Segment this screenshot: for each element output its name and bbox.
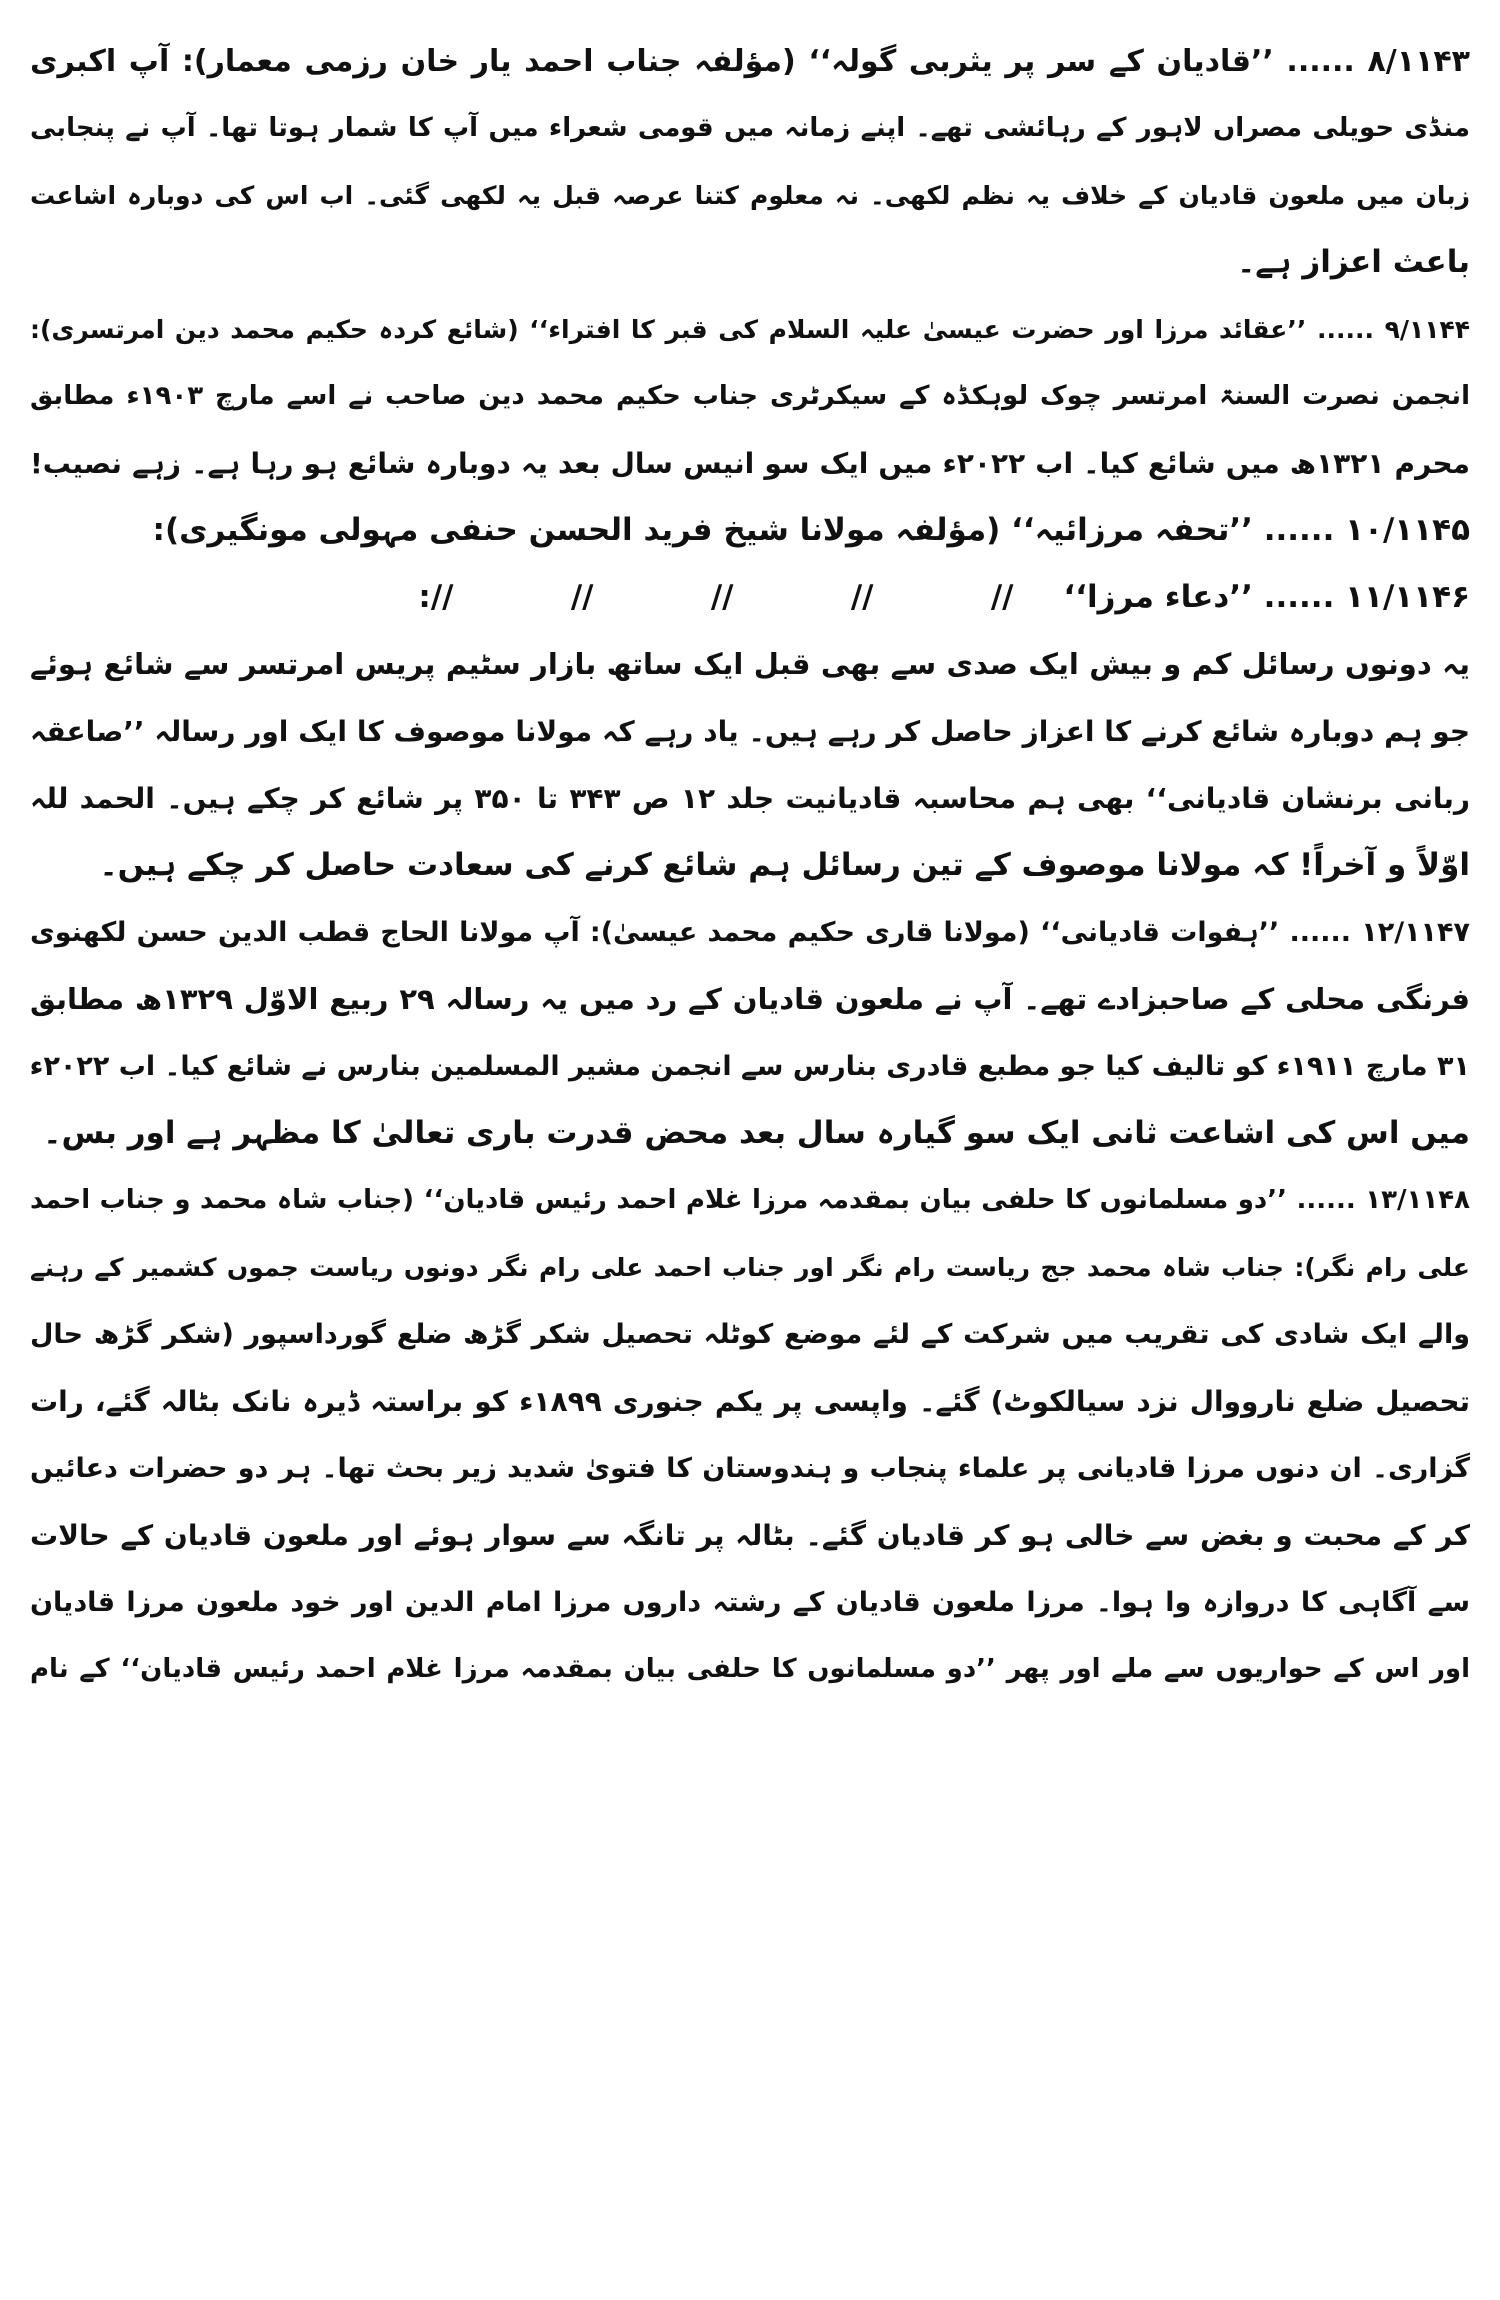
ditto-mark: //: [418, 579, 454, 615]
text-line: زبان میں ملعون قادیان کے خلاف یہ نظم لکھی۔ نہ معلوم کتنا عرصہ قبل یہ لکھی گئی۔ اب اس کی دوبارہ اشاعت [30, 181, 1470, 210]
text-line: اوّلاً و آخراً! کہ مولانا موصوف کے تین رسائل ہم شائع کرنے کی سعادت حاصل کر چکے ہیں۔ [99, 847, 1470, 883]
text-line: اور اس کے حواریوں سے ملے اور پھر ’’دو مسلمانوں کا حلفی بیان بمقدمہ مرزا غلام احمد رئیس قادیان‘‘ کے نام [30, 1654, 1470, 1684]
text-line: گزاری۔ ان دنوں مرزا قادیانی پر علماء پنجاب و ہندوستان کا فتویٰ شدید زیر بحث تھا۔ ہر دو حضرات دعائیں [30, 1453, 1470, 1484]
text-line: فرنگی محلی کے صاحبزادے تھے۔ آپ نے ملعون قادیان کے رد میں یہ رسالہ ۲۹ ربیع الاوّل ۱۳۲۹ھ مطابق [30, 982, 1470, 1016]
text-line: علی رام نگر): جناب شاہ محمد جج ریاست رام نگر اور جناب احمد علی رام نگر دونوں ریاست جموں کشمیر کے رہنے [30, 1253, 1470, 1282]
entry-heading-1147: ۱۲/۱۱۴۷ ...... ’’ہفوات قادیانی‘‘ (مولانا قاری حکیم محمد عیسیٰ): آپ مولانا الحاج قطب الدین حسن لکھنوی [30, 917, 1470, 948]
ditto-mark: // [850, 579, 874, 615]
text-line: والے ایک شادی کی تقریب میں شرکت کے لئے موضع کوٹلہ تحصیل شکر گڑھ ضلع گورداسپور (شکر گڑھ حال [30, 1319, 1470, 1350]
text-line: انجمن نصرت السنۃ امرتسر چوک لوہکڈہ کے سیکرٹری جناب حکیم محمد دین صاحب نے اسے مارچ ۱۹۰۳ء مطابق [30, 381, 1470, 411]
entry-heading-1148: ۱۳/۱۱۴۸ ...... ’’دو مسلمانوں کا حلفی بیان بمقدمہ مرزا غلام احمد رئیس قادیان‘‘ (جناب شاہ محمد و جناب احمد [30, 1185, 1470, 1215]
text-line: ربانی برنشان قادیانی‘‘ بھی ہم محاسبہ قادیانیت جلد ۱۲ ص ۳۴۳ تا ۳۵۰ پر شائع کر چکے ہیں۔ الحمد للہ [30, 782, 1470, 815]
text-line: باعث اعزاز ہے۔ [1237, 244, 1470, 280]
ditto-mark: // [710, 579, 734, 615]
entry-heading-1146 [30, 564, 1470, 631]
text-line: جو ہم دوبارہ شائع کرنے کا اعزاز حاصل کر رہے ہیں۔ یاد رہے کہ مولانا موصوف کا ایک اور رسالہ ’’صاعقہ [30, 715, 1470, 748]
ditto-marks [313, 564, 1013, 631]
ditto-mark: // [570, 579, 594, 615]
entry-heading-1144: ۹/۱۱۴۴ ...... ’’عقائد مرزا اور حضرت عیسیٰ علیہ السلام کی قبر کا افتراء‘‘ (شائع کردہ حکیم محمد دین امرتسری): [30, 315, 1470, 344]
text-line: محرم ۱۳۲۱ھ میں شائع کیا۔ اب ۲۰۲۲ء میں ایک سو انیس سال بعد یہ دوبارہ شائع ہو رہا ہے۔ زہے نصیب! [30, 447, 1470, 480]
text-line: کر کے محبت و بغض سے خالی ہو کر قادیان گئے۔ بٹالہ پر تانگہ سے سوار ہوئے اور ملعون قادیان کے حالات [30, 1519, 1470, 1552]
text-line: سے آگاہی کا دروازہ وا ہوا۔ مرزا ملعون قادیان کے رشتہ داروں مرزا امام الدین اور خود ملعون مرزا قادیان [30, 1587, 1470, 1618]
text-line: ۳۱ مارچ ۱۹۱۱ء کو تالیف کیا جو مطبع قادری بنارس سے انجمن مشیر المسلمین بنارس نے شائع کیا۔ اب ۲۰۲۲ء [30, 1051, 1470, 1082]
entry-heading-1145: ۱۰/۱۱۴۵ ...... ’’تحفہ مرزائیہ‘‘ (مؤلفہ مولانا شیخ فرید الحسن حنفی مہولی مونگیری): [152, 512, 1470, 548]
text-line: تحصیل ضلع نارووال نزد سیالکوٹ) گئے۔ واپسی پر یکم جنوری ۱۸۹۹ء کو براستہ ڈیرہ نانک بٹالہ گئے، رات [30, 1385, 1470, 1418]
text-line: یہ دونوں رسائل کم و بیش ایک صدی سے بھی قبل ایک ساتھ بازار سٹیم پریس امرتسر سے شائع ہوئے [30, 647, 1470, 681]
ditto-mark: // [990, 579, 1014, 615]
text-line: منڈی حویلی مصراں لاہور کے رہائشی تھے۔ اپنے زمانہ میں قومی شعراء میں آپ کا شمار ہوتا تھا۔ آپ نے پنجابی [30, 113, 1470, 143]
text-line: ۸/۱۱۴۳ ...... ’’قادیان کے سر پر یثربی گولہ‘‘ (مؤلفہ جناب احمد یار خان رزمی معمار): آپ اکبری [30, 44, 1470, 79]
text-line: میں اس کی اشاعت ثانی ایک سو گیارہ سال بعد محض قدرت باری تعالیٰ کا مظہر ہے اور بس۔ [43, 1115, 1470, 1151]
entry-title: ۱۱/۱۱۴۶ ...... ’’دعاء مرزا‘‘ [1063, 579, 1470, 615]
